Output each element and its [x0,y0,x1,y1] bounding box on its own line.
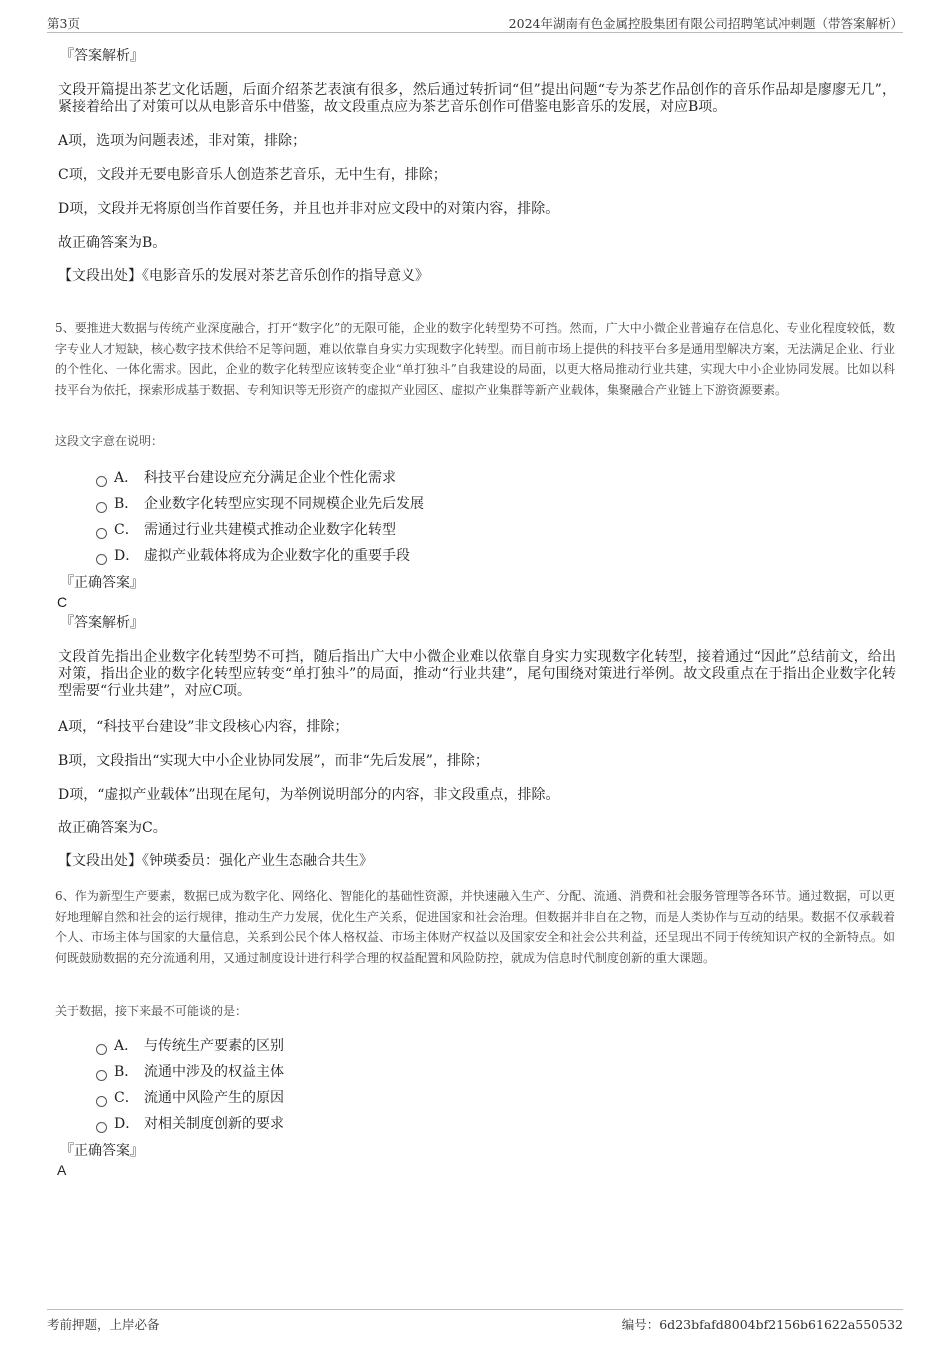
option-text: 虚拟产业载体将成为企业数字化的重要手段 [144,548,410,564]
analysis-point: A项，选项为问题表述，非对策，排除； [58,133,307,149]
option-text: 流通中涉及的权益主体 [144,1064,284,1080]
question-6-option-d[interactable] [96,1116,284,1133]
answer-label: 『正确答案』 [60,575,144,591]
option-text: 企业数字化转型应实现不同规模企业先后发展 [144,496,424,512]
radio-icon[interactable] [96,1122,107,1133]
option-letter: B． [114,496,139,512]
question-6-option-a[interactable] [96,1038,284,1055]
analysis-label: 『答案解析』 [60,615,144,631]
radio-icon[interactable] [96,502,107,513]
analysis-text: 文段首先指出企业数字化转型势不可挡，随后指出广大中小微企业难以依靠自身实力实现数字化转型，接着通过“因此”总结前文，给出对策，指出企业的数字化转型应转变“单打独斗”的局面，推动“行业共建”，尾句围绕对策进行举例。故文段重点在于指出企业数字化转型需要“行业共建”，对应C项。 [58,649,896,699]
answer-label: 『正确答案』 [60,1143,144,1159]
analysis-point: B项，文段指出“实现大中小企业协同发展”，而非“先后发展”，排除； [58,753,489,769]
option-letter: B． [114,1064,139,1080]
option-letter: C． [114,1090,139,1106]
answer-value: A [57,1162,67,1178]
option-text: 与传统生产要素的区别 [144,1038,284,1054]
option-letter: D． [114,548,140,564]
source-citation: 【文段出处】《电影音乐的发展对茶艺音乐创作的指导意义》 [58,268,429,284]
conclusion: 故正确答案为C。 [58,820,167,836]
option-text: 需通过行业共建模式推动企业数字化转型 [144,522,396,538]
answer-value: C [57,594,68,610]
radio-icon[interactable] [96,528,107,539]
radio-icon[interactable] [96,554,107,565]
analysis-point: C项，文段并无要电影音乐人创造茶艺音乐，无中生有，排除； [58,167,447,183]
analysis-point: D项，文段并无将原创当作首要任务，并且也并非对应文段中的对策内容，排除。 [58,201,560,217]
question-6-prompt: 关于数据，接下来最不可能谈的是： [55,1004,248,1018]
question-5-text: 5、要推进大数据与传统产业深度融合，打开“数字化”的无限可能，企业的数字化转型势不可挡。然而，广大中小微企业普遍存在信息化、专业化程度较低，数字专业人才短缺，核心数字技术供给不足等问题，难以依靠自身实力实现数字化转型。而目前市场上提供的科技平台多是通用型解决方案，无法满足企业、行业的个性化、一体化需求。因此，企业的数字化转型应该转变企业“单打独斗”自我建设的局面，以更大格局推动行业共建，实现大中小企业协同发展。比如以科技平台为依托，探索形成基于数据、专利知识等无形资产的虚拟产业园区、虚拟产业集群等新产业载体，集聚融合产业链上下游资源要素。 [55,321,896,397]
radio-icon[interactable] [96,1044,107,1055]
option-text: 对相关制度创新的要求 [144,1116,284,1132]
option-letter: C． [114,522,139,538]
question-6-option-c[interactable] [96,1090,284,1107]
analysis-point: A项，“科技平台建设”非文段核心内容，排除； [58,719,349,735]
question-5-option-b[interactable] [96,496,424,513]
question-5-option-d[interactable] [96,548,410,565]
option-text: 科技平台建设应充分满足企业个性化需求 [144,470,396,486]
question-5-prompt: 这段文字意在说明： [55,434,164,448]
page-footer [47,1309,903,1332]
radio-icon[interactable] [96,1070,107,1081]
question-5-option-a[interactable] [96,470,396,487]
analysis-label: 『答案解析』 [60,48,144,64]
radio-icon[interactable] [96,476,107,487]
source-citation: 【文段出处】《钟瑛委员：强化产业生态融合共生》 [58,853,373,869]
option-letter: A． [114,470,139,486]
question-5-option-c[interactable] [96,522,396,539]
page-header [47,12,903,33]
option-letter: D． [114,1116,140,1132]
footer-slogan: 考前押题，上岸必备 [47,1317,160,1332]
option-text: 流通中风险产生的原因 [144,1090,284,1106]
option-letter: A． [114,1038,139,1054]
conclusion: 故正确答案为B。 [58,235,167,251]
analysis-text: 文段开篇提出茶艺文化话题，后面介绍茶艺表演有很多，然后通过转折词“但”提出问题“专为茶艺作品创作的音乐作品却是廖廖无几”，紧接着给出了对策可以从电影音乐中借鉴，故文段重点应为茶艺音乐创作可借鉴电影音乐的发展，对应B项。 [58,82,896,115]
page-number: 第3页 [47,16,80,31]
document-id: 编号：6d23bfafd8004bf2156b61622a550532 [621,1317,903,1332]
question-6-option-b[interactable] [96,1064,284,1081]
question-6-text: 6、作为新型生产要素，数据已成为数字化、网络化、智能化的基础性资源，并快速融入生产、分配、流通、消费和社会服务管理等各环节。通过数据，可以更好地理解自然和社会的运行规律，推动生产力发展，优化生产关系，促进国家和社会治理。但数据并非自在之物，而是人类协作与互动的结果。数据不仅承载着个人、市场主体与国家的大量信息，关系到公民个体人格权益、市场主体财产权益以及国家安全和社会公共利益，还呈现出不同于传统知识产权的全新特点。如何既鼓励数据的充分流通利用，又通过制度设计进行科学合理的权益配置和风险防控，就成为信息时代制度创新的重大课题。 [55,889,896,965]
radio-icon[interactable] [96,1096,107,1107]
document-title: 2024年湖南有色金属控股集团有限公司招聘笔试冲刺题（带答案解析） [508,16,903,31]
analysis-point: D项，“虚拟产业载体”出现在尾句，为举例说明部分的内容，非文段重点，排除。 [58,787,560,803]
